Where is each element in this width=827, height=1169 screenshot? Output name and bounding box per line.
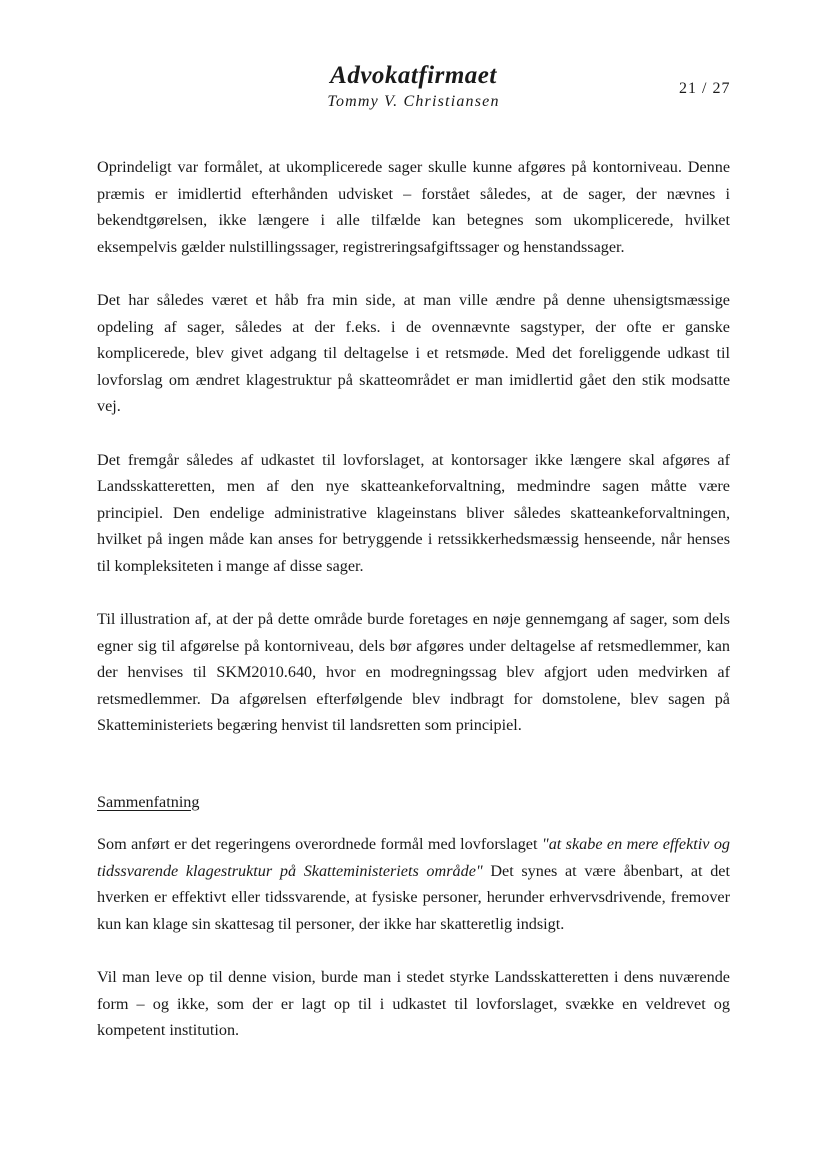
paragraph-2: Det har således været et håb fra min side, at man ville ændre på denne uhensigtsmæssige opdeling af sager, således at der f.eks. i de ovennævnte sagstyper, der ofte er ganske komplicerede, blev givet adgang til deltagelse i et retsmøde. Med det foreliggende udkast til lovforslag om ændret klagestruktur på skatteområdet er man imidlertid gået den stik modsatte vej. xyxy=(97,291,730,415)
section-heading: Sammenfatning xyxy=(97,792,200,811)
firm-name: Advokatfirmaet xyxy=(330,62,497,89)
summary-text-before: Som anført er det regeringens overordnede formål med lovforslaget xyxy=(97,835,542,853)
document-body xyxy=(97,154,730,1071)
summary-paragraph-1 xyxy=(97,831,730,937)
summary-quote: "at skabe en mere effektiv og tidssvarende klagestruktur på Skatteministeriets område" xyxy=(97,835,731,880)
summary-text-after: Det synes at være åbenbart, at det hverken er effektivt eller tidssvarende, at fysiske personer, herunder erhvervsdrivende, fremover kun kan klage sin skattesag til personer, der ikke har skatteretlig indsigt. xyxy=(97,861,730,933)
paragraph-1: Oprindeligt var formålet, at ukomplicerede sager skulle kunne afgøres på kontorniveau. Denne præmis er imidlertid efterhånden udvisket – forstået således, at de sager, der nævnes i bekendtgørelsen, ikke længere i alle tilfælde kan betegnes som ukomplicerede, hvilket eksempelvis gælder nulstillingssager, registreringsafgiftssager og henstandssager. xyxy=(97,158,730,256)
summary-paragraph-2: Vil man leve op til denne vision, burde man i stedet styrke Landsskatteretten i dens nuværende form – og ikke, som der er lagt op til i udkastet til lovforslaget, svække en veldrevet og kompetent institution. xyxy=(97,968,730,1039)
paragraph-3: Det fremgår således af udkastet til lovforslaget, at kontorsager ikke længere skal afgøres af Landsskatteretten, men af den nye skatteankeforvaltning, medmindre sagen måtte være principiel. Den endelige administrative klageinstans bliver således skatteankeforvaltningen, hvilket på ingen måde kan anses for betryggende i retssikkerhedsmæssig henseende, når henses til kompleksiteten i mange af disse sager. xyxy=(97,450,730,575)
paragraph-4: Til illustration af, at der på dette område burde foretages en nøje gennemgang af sager, som dels egner sig til afgørelse på kontorniveau, dels bør afgøres under deltagelse af retsmedlemmer, kan der henvises til SKM2010.640, hvor en modregningssag blev afgjort uden medvirken af retsmedlemmer. Da afgørelsen efterfølgende blev indbragt for domstolene, blev sagen på Skatteministeriets begæring henvist til landsretten som principiel. xyxy=(97,610,730,734)
page-number: 21 / 27 xyxy=(679,80,731,97)
lawyer-name: Tommy V. Christiansen xyxy=(327,93,500,110)
